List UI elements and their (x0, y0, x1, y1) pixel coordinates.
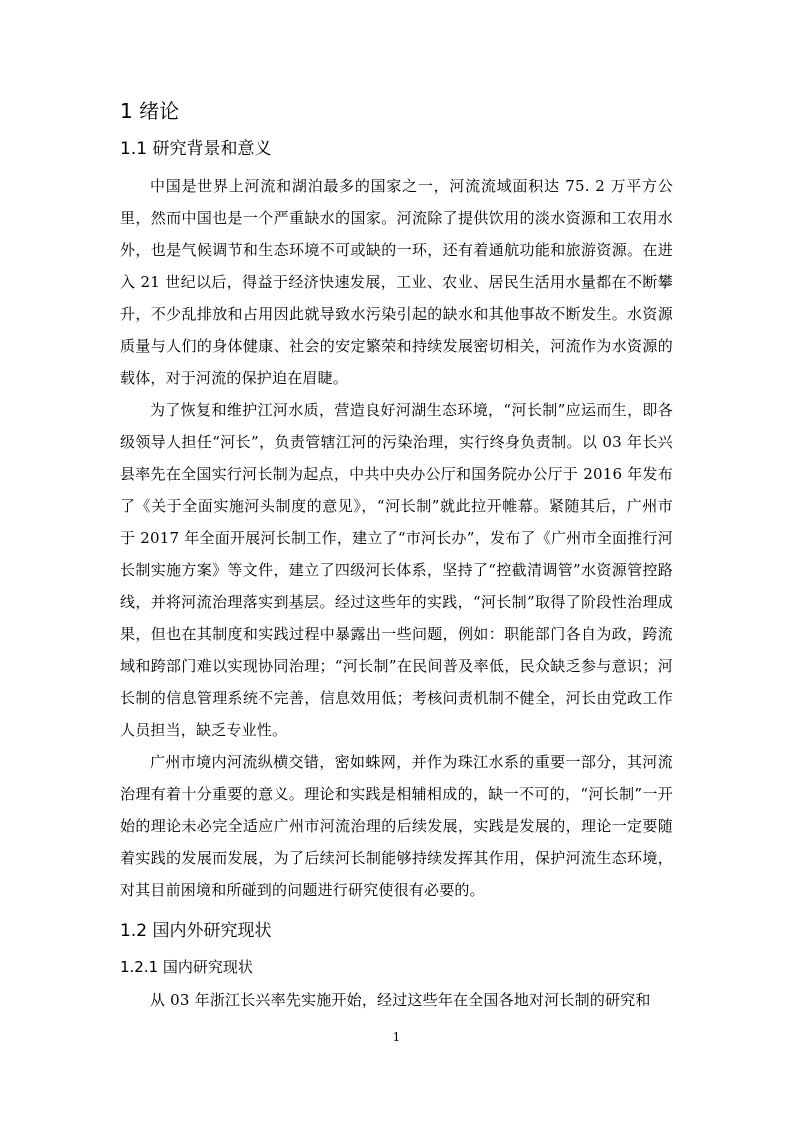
paragraph: 从 03 年浙江长兴率先实施开始，经过这些年在全国各地对河长制的研究和 (150, 991, 651, 1009)
chapter-title: 1 绪论 (120, 99, 180, 123)
subsection-title-domestic: 1.2.1 国内研究现状 (120, 958, 253, 976)
section-title-research-status: 1.2 国内外研究现状 (120, 921, 272, 941)
paragraph: 广州市境内河流纵横交错，密如蛛网，并作为珠江水系的重要一部分，其河流治理有着十分重要的意义。理论和实践是相辅相成的，缺一不可的，“河长制”一开始的理论未必完全适应广州市河流治理的后续发展，实践是发展的，理论一定要随着实践的发展而发展，为了后续河长制能够持续发挥其作用，保护河流生态环境，对其目前困境和所碰到的问题进行研究使很有必要的。 (120, 753, 673, 899)
page-number: 1 (392, 1030, 401, 1044)
paragraph: 中国是世界上河流和湖泊最多的国家之一，河流流域面积达 75. 2 万平方公里，然而中国也是一个严重缺水的国家。河流除了提供饮用的淡水资源和工农用水外，也是气候调节和生态环境不可或缺的一环，还有着通航功能和旅游资源。在进入 21 世纪以后，得益于经济快速发展，工业、农业、居民生活用水量都在不断攀升，不少乱排放和占用因此就导致水污染引起的缺水和其他事故不断发生。水资源质量与人们的身体健康、社会的安定繁荣和持续发展密切相关，河流作为水资源的载体，对于河流的保护迫在眉睫。 (120, 177, 673, 387)
paragraph: 为了恢复和维护江河水质，营造良好河湖生态环境，“河长制”应运而生，即各级领导人担任“河长”，负责管辖江河的污染治理，实行终身负责制。以 03 年长兴县率先在全国实行河长制为起点，中共中央办公厅和国务院办公厅于 2016 年发布了《关于全面实施河头制度的意见》，“河长制”就此拉开帷幕。紧随其后，广州市于 2017 年全面开展河长制工作，建立了“市河长办”，发布了《广州市全面推行河长制实施方案》等文件，建立了四级河长体系，坚持了“控截清调管”水资源管控路线，并将河流治理落实到基层。经过这些年的实践，“河长制”取得了阶段性治理成果，但也在其制度和实践过程中暴露出一些问题，例如：职能部门各自为政，跨流域和跨部门难以实现协同治理；“河长制”在民间普及率低，民众缺乏参与意识；河长制的信息管理系统不完善，信息效用低；考核问责机制不健全，河长由党政工作人员担当，缺乏专业性。 (120, 401, 673, 739)
section-title-background: 1.1 研究背景和意义 (120, 139, 272, 159)
page-content (120, 94, 673, 1016)
